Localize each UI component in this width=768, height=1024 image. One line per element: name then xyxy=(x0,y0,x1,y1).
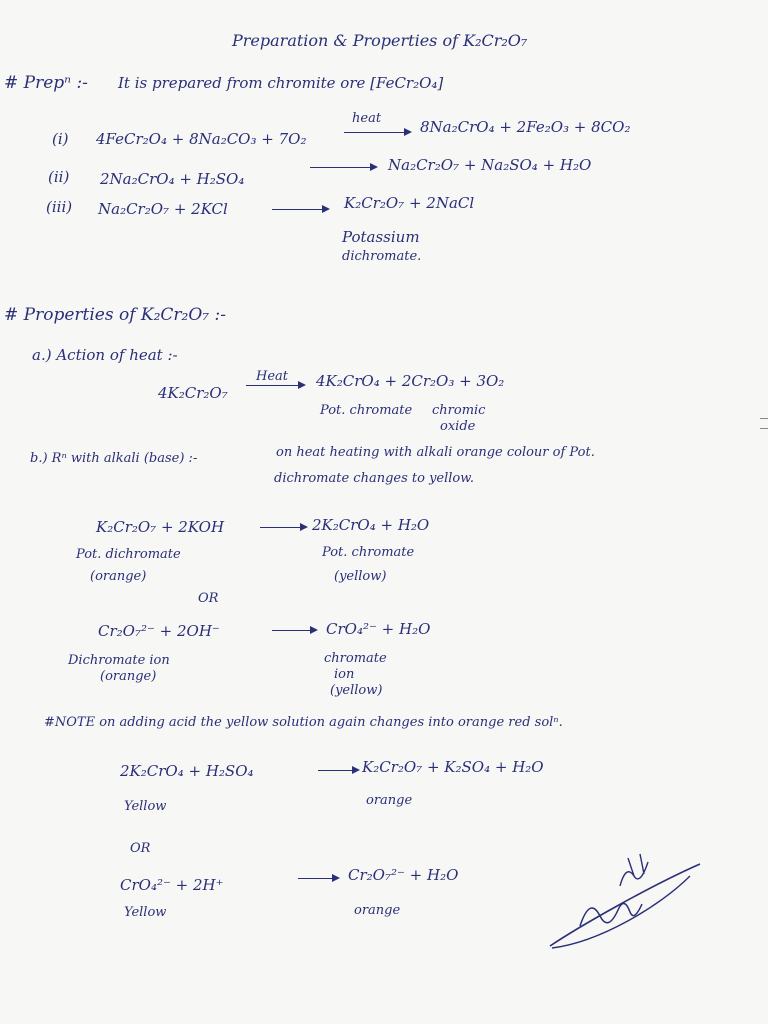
acid-ionic-reactants: CrO₄²⁻ + 2H⁺ xyxy=(120,876,224,894)
reaction-1-number: (i) xyxy=(52,130,69,148)
page-title: Preparation & Properties of K₂Cr₂O₇ xyxy=(232,31,528,50)
ionic-products: CrO₄²⁻ + H₂O xyxy=(326,620,431,638)
alkali-description-1: on heat heating with alkali orange colour of Pot. xyxy=(276,445,595,460)
action-heat-label-2: chromic xyxy=(432,403,486,418)
reaction-2-reactants: 2Na₂CrO₄ + H₂SO₄ xyxy=(100,170,245,188)
note-reaction-reactants: 2K₂CrO₄ + H₂SO₄ xyxy=(120,762,254,780)
prep-heading: # Prepⁿ :- xyxy=(4,73,88,93)
reaction-1-condition: heat xyxy=(352,111,382,126)
acid-ionic-arrow xyxy=(298,878,338,879)
reaction-3-label-1: Potassium xyxy=(342,228,420,246)
or-separator-1: OR xyxy=(198,591,219,606)
alkali-products: 2K₂CrO₄ + H₂O xyxy=(312,516,430,534)
alkali-left-label-2: (orange) xyxy=(90,569,147,584)
reaction-3-reactants: Na₂Cr₂O₇ + 2KCl xyxy=(98,200,228,218)
ionic-left-label-2: (orange) xyxy=(100,669,157,684)
acid-ionic-right-label: orange xyxy=(354,903,401,918)
or-separator-2: OR xyxy=(130,841,151,856)
action-heat-arrow xyxy=(246,385,304,386)
ionic-left-label-1: Dichromate ion xyxy=(68,653,170,668)
alkali-reactants: K₂Cr₂O₇ + 2KOH xyxy=(96,518,225,536)
action-heat-label-1: Pot. chromate xyxy=(320,403,413,418)
note-left-label: Yellow xyxy=(124,799,167,814)
alkali-heading: b.) Rⁿ with alkali (base) :- xyxy=(30,451,198,466)
page-edge-mark-2 xyxy=(760,428,768,429)
ionic-right-label-3: (yellow) xyxy=(330,683,383,698)
reaction-1-products: 8Na₂CrO₄ + 2Fe₂O₃ + 8CO₂ xyxy=(420,118,631,136)
ionic-right-label-1: chromate xyxy=(324,651,387,666)
alkali-right-label-1: Pot. chromate xyxy=(322,545,415,560)
reaction-1-arrow xyxy=(344,132,410,133)
ionic-reactants: Cr₂O₇²⁻ + 2OH⁻ xyxy=(98,622,220,640)
note-reaction-products: K₂Cr₂O₇ + K₂SO₄ + H₂O xyxy=(362,758,544,776)
reaction-3-arrow xyxy=(272,209,328,210)
action-heat-condition: Heat xyxy=(256,369,289,384)
ionic-arrow xyxy=(272,630,316,631)
alkali-arrow xyxy=(260,527,306,528)
reaction-3-number: (iii) xyxy=(46,198,73,216)
properties-heading: # Properties of K₂Cr₂O₇ :- xyxy=(4,305,226,325)
reaction-3-label-2: dichromate. xyxy=(342,249,422,264)
action-heat-heading: a.) Action of heat :- xyxy=(32,346,178,364)
acid-ionic-left-label: Yellow xyxy=(124,905,167,920)
reaction-1-reactants: 4FeCr₂O₄ + 8Na₂CO₃ + 7O₂ xyxy=(96,130,307,148)
action-heat-reactant: 4K₂Cr₂O₇ xyxy=(158,384,228,402)
acid-ionic-products: Cr₂O₇²⁻ + H₂O xyxy=(348,866,459,884)
ionic-right-label-2: ion xyxy=(334,667,355,682)
note-right-label: orange xyxy=(366,793,413,808)
alkali-description-2: dichromate changes to yellow. xyxy=(274,471,474,486)
page-edge-mark-1 xyxy=(760,418,768,419)
alkali-left-label-1: Pot. dichromate xyxy=(76,547,181,562)
reaction-3-products: K₂Cr₂O₇ + 2NaCl xyxy=(344,194,475,212)
handwritten-signature xyxy=(540,846,710,956)
action-heat-label-3: oxide xyxy=(440,419,476,434)
action-heat-products: 4K₂CrO₄ + 2Cr₂O₃ + 3O₂ xyxy=(316,372,505,390)
alkali-right-label-2: (yellow) xyxy=(334,569,387,584)
reaction-2-number: (ii) xyxy=(48,168,70,186)
prep-intro: It is prepared from chromite ore [FeCr₂O₄] xyxy=(118,74,444,92)
note-text: #NOTE on adding acid the yellow solution again changes into orange red solⁿ. xyxy=(44,715,563,730)
reaction-2-arrow xyxy=(310,167,376,168)
note-reaction-arrow xyxy=(318,770,358,771)
reaction-2-products: Na₂Cr₂O₇ + Na₂SO₄ + H₂O xyxy=(388,156,592,174)
